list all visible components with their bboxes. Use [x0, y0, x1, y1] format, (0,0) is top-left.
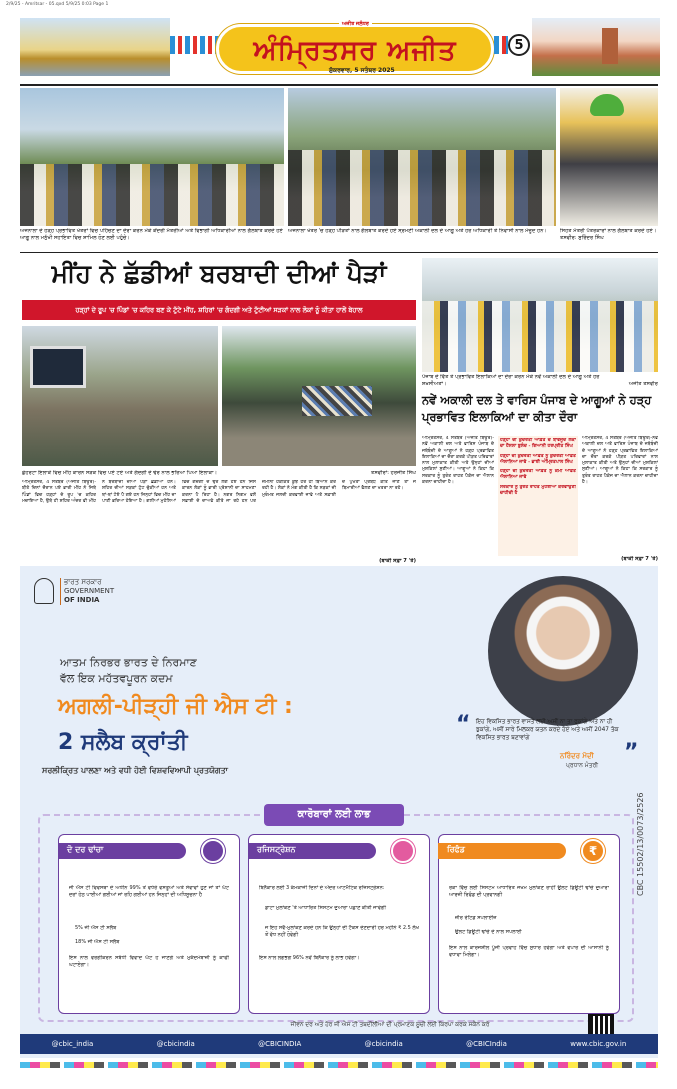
main-photo-caption: ਛੇਹਰਟਾ ਇਲਾਕੇ ਵਿਚ ਮੀਂਹ ਕਾਰਨ ਸੜਕ ਵਿਚ ਪਏ ਟੋਏ ਅਤੇ ਗੰਦਗੀ ਦੇ ਢੇਰ ਨਾਲ ਭਰਿਆ ਪਿਆ ਇਲਾਕਾ।: [22, 470, 218, 476]
main-photo-1: [22, 326, 218, 466]
side-body: ਅੰਮ੍ਰਿਤਸਰ, 4 ਸਤੰਬਰ (ਅਜੀਤ ਬਿਊਰੋ)-ਨਵੇਂ ਅਕਾਲੀ ਦਲ ਅਤੇ ਵਾਰਿਸ ਪੰਜਾਬ ਦੇ ਜਥੇਬੰਦੀ ਦੇ ਆਗੂਆਂ ਨੇ ਹੜ੍ਹ ਪ੍ਰਭਾਵਿਤ ਇਲਾਕਿਆਂ ਦਾ ਦੌਰਾ ਕਰਕੇ ਪੀੜਤ ਪਰਿਵਾਰਾਂ ਨਾਲ ਮੁਲਾਕਾਤ ਕੀਤੀ ਅਤੇ ਉਨ੍ਹਾਂ ਦੀਆਂ ਮੁਸ਼ਕਿਲਾਂ ਸੁਣੀਆਂ। ਆਗੂਆਂ ਨੇ ਕਿਹਾ ਕਿ ਸਰਕਾਰ ਨੂੰ ਤੁਰੰਤ ਰਾਹਤ ਪੈਕੇਜ ਦਾ ਐਲਾਨ ਕਰਨਾ ਚਾਹੀਦਾ ਹੈ।: [422, 436, 494, 486]
page-number: 5: [514, 38, 524, 53]
main-body: ਅੰਮ੍ਰਿਤਸਰ, 4 ਸਤੰਬਰ (ਅਜੀਤ ਬਿਊਰੋ)-ਬੀਤੇ ਦਿਨਾਂ ਦੌਰਾਨ ਪਏ ਭਾਰੀ ਮੀਂਹ ਨੇ ਜਿਥੇ ਪਿੰਡਾਂ ਵਿਚ ਹੜ੍ਹਾਂ ਦੇ ਰੂਪ 'ਚ ਕਹਿਰ ਮਚਾਇਆ ਹੈ, ਉਥੇ ਹੀ ਸ਼ਹਿਰ ਅੰਦਰ ਵੀ ਮੀਂਹ ਨੇ ਬਰਬਾਦੀ ਦੀਆਂ ਪੈੜਾਂ ਛੱਡੀਆਂ ਹਨ। ਸ਼ਹਿਰ ਦੀਆਂ ਸੜਕਾਂ ਟੁੱਟ ਚੁੱਕੀਆਂ ਹਨ ਅਤੇ ਥਾਂ-ਥਾਂ ਟੋਏ ਪੈ ਗਏ ਹਨ ਜਿਨ੍ਹਾਂ ਵਿਚ ਮੀਂਹ ਦਾ ਪਾਣੀ ਭਰਿਆ ਹੋਇਆ ਹੈ। ਗਲੀਆਂ ਮੁਹੱਲਿਆਂ ਵਿਚ ਗੰਦਗੀ ਦੇ ਢੇਰ ਲੱਗੇ ਹੋਏ ਹਨ ਜਿਸ ਕਾਰਨ ਲੋਕਾਂ ਨੂੰ ਭਾਰੀ ਪ੍ਰੇਸ਼ਾਨੀ ਦਾ ਸਾਹਮਣਾ ਕਰਨਾ ਪੈ ਰਿਹਾ ਹੈ। ਨਗਰ ਨਿਗਮ ਵਲੋਂ ਸਫ਼ਾਈ ਦੇ ਦਾਅਵੇ ਕੀਤੇ ਜਾ ਰਹੇ ਹਨ ਪਰ ਜ਼ਮੀਨੀ ਹਕੀਕਤ ਕੁਝ ਹੋਰ ਹੀ ਬਿਆਨ ਕਰ ਰਹੀ ਹੈ। ਲੋਕਾਂ ਨੇ ਮੰਗ ਕੀਤੀ ਹੈ ਕਿ ਸੜਕਾਂ ਦੀ ਮੁਰੰਮਤ ਜਲਦੀ ਕਰਵਾਈ ਜਾਵੇ ਅਤੇ ਸਫ਼ਾਈ ਦੇ ਪੁਖਤਾ ਪ੍ਰਬੰਧ ਕੀਤੇ ਜਾਣ ਤਾਂ ਜੋ ਬਿਮਾਰੀਆਂ ਫੈਲਣ ਦਾ ਖਤਰਾ ਨਾ ਰਹੇ।: [22, 480, 416, 504]
pm-quote: ਇਹ ਵਿਕਸਿਤ ਭਾਰਤ ਵਾਸਤੇ ਲਈ ਅਸੀਂ ਨਾ ਤਾ ਰੁਕਾਂਗੇ ਅਤੇ ਨਾ ਹੀ ਝੁਕਾਂਗੇ, ਅਸੀਂ ਸਾਰੇ ਮਿਲਕਰ ਯਤਨ ਕਰਦੇ ਹੋਏ ਅਤੇ ਅਸੀਂ 2047 ਤੱਕ ਵਿਕਸਿਤ ਭਾਰਤ ਬਣਾਵਾਂਗੇ: [476, 719, 619, 741]
side-headline: ਨਵੇਂ ਅਕਾਲੀ ਦਲ ਤੇ ਵਾਰਿਸ ਪੰਜਾਬ ਦੇ ਆਗੂਆਂ ਨੇ ਹੜ੍ਹ ਪ੍ਰਭਾਵਿਤ ਇਲਾਕਿਆਂ ਦਾ ਕੀਤਾ ਦੌਰਾ: [422, 393, 652, 424]
coins-icon: [201, 839, 225, 863]
top-row-rule: [20, 252, 658, 253]
highlight-item: ਹੜ੍ਹਾਂ ਦੀ ਕੁਦਰਤੀ ਆਫ਼ਤ ਨੂੰ ਕੌਮੀ ਆਫ਼ਤ ਐਲਾਨਿਆ ਜਾਵੇ: [500, 469, 576, 481]
benefits-title: ਕਾਰੋਬਾਰਾਂ ਲਈ ਲਾਭ: [264, 804, 404, 826]
quote-close-icon: ”: [624, 740, 639, 765]
masthead-title: ਅੰਮ੍ਰਿਤਸਰ ਅਜੀਤ: [253, 35, 457, 66]
masthead-rule: [20, 84, 658, 86]
registration-bar: [20, 1062, 658, 1068]
card-3-intro: ਰੋਕਾ ਵਿੱਚ ਲਈ ਸਿਸਟਮ ਆਧਾਰਿਤ ਜੋਖਮ ਮੁਲਾਂਕਣ ਰਾਹੀਂ ਉਲਟ ਡਿਊਟੀ ਢਾਂਚੇ ਦੁਆਰਾ ਆਰਜ਼ੀ ਰਿਫੰਡ ਦੀ ਪ੍ਰਵਾਨਗੀ: [449, 885, 609, 898]
gst-ad: [20, 566, 658, 1058]
masthead-title-box: [216, 21, 494, 74]
quote-open-icon: “: [456, 712, 471, 737]
scan-note: ਜੀਵਨ ਦਰ ਅਤੇ ਹੋਰ ਜੀ ਐਸ ਟੀ ਤਬਦੀਲੀਆਂ ਦੀ ਪ੍ਰਮਾਣਕ ਸੂਚੀ ਲਈ ਕਿਰਪਾ ਕਰਕੇ ਸਕੈਨ ਕਰੋ: [290, 1022, 490, 1028]
ad-tagline-2: ਵੱਲ ਇਕ ਮਹੱਤਵਪੂਰਨ ਕਦਮ: [60, 672, 173, 685]
top-photo-1-caption: ਅਜਨਾਲਾ ਦੇ ਹੜ੍ਹ ਪ੍ਰਭਾਵਿਤ ਖੇਤਰਾਂ ਵਿਚ ਪਹਿੰਚਣ ਦਾ ਦੌਰਾ ਕਰਨ ਮੌਕੇ ਕੇਂਦਰੀ ਮੰਤਰੀਆਂ ਅਤੇ ਵਿਭਾਗੀ ਅਧਿਕਾਰੀਆਂ ਨਾਲ ਗੱਲਬਾਤ ਕਰਦੇ ਹੋਏ ਆਗੂ ਨਾਲ ਮਨੁੱਖੀ ਸਹਾਇਤਾ ਵਿਚ ਸ਼ਾਮਿਲ ਹੋਣ ਲਈ ਪਹੁੰਚੇ।: [20, 228, 283, 241]
youtube-handle[interactable]: @CBICINDIA: [258, 1040, 302, 1048]
main-photo-credit: ਤਸਵੀਰਾਂ: ਹਰਜੀਤ ਸਿੰਘ: [371, 470, 416, 476]
page-number-badge: [508, 34, 530, 56]
card-3-item: ਜ਼ੀਰੋ ਰੇਟਿਡ ਸਪਲਾਈਜ਼: [455, 915, 497, 921]
rupee-icon: ₹: [581, 839, 605, 863]
pm-name: ਨਰਿੰਦਰ ਮੋਦੀ: [560, 752, 594, 760]
masthead-section-label: ਅਜੀਤ ਜਲੰਧਰ: [339, 21, 372, 27]
top-photo-2-caption: ਅਜਨਾਲਾ ਖੇਤਰ 'ਚ ਹੜ੍ਹ ਪੀੜਤਾਂ ਨਾਲ ਗੱਲਬਾਤ ਕਰਦੇ ਹੋਏ ਸ੍ਰੋਮਣੀ ਅਕਾਲੀ ਦਲ ਦੇ ਆਗੂ ਅਤੇ ਹੋਰ ਅਧਿਕਾਰੀ ਤੇ ਨਿਵਾਸੀ ਨਾਲ ਮੌਜੂਦ ਹਨ।: [288, 228, 547, 234]
ad-headline-2: 2 ਸਲੈਬ ਕ੍ਰਾਂਤੀ: [58, 730, 188, 755]
benefit-card-1: [58, 834, 240, 1014]
highlight-item: ਹੜ੍ਹਾਂ ਦੀ ਕੁਦਰਤੀ ਆਫ਼ਤ ਨੂੰ ਕੁਦਰਤੀ ਆਫ਼ਤ ਐਲਾਨਿਆ ਜਾਵੇ - ਭਾਈ ਅੰਮ੍ਰਿਤਪਾਲ ਸਿੰਘ: [500, 453, 576, 465]
gov-logo-text: [60, 578, 114, 605]
card-2-item: ਜੋ ਇਹ ਸਵੈ-ਮੁਲਾਂਕਣ ਕਰਦੇ ਹਨ ਕਿ ਉਨ੍ਹਾਂ ਦੀ ਟੈਕਸ ਦੇਣਦਾਰੀ ਹਰ ਮਹੀਨੇ ₹ 2.5 ਲੱਖ ਤੋਂ ਵੱਧ ਨਹੀਂ ਹੋਵੇਗੀ: [265, 925, 419, 938]
garbage-pile: [302, 386, 372, 416]
document-icon: [391, 839, 415, 863]
emblem-icon: [34, 578, 54, 604]
ad-headline-1: ਅਗਲੀ-ਪੀੜ੍ਹੀ ਜੀ ਐਸ ਟੀ :: [58, 694, 293, 719]
card-1-title: ਦੋ ਦਰ ਢਾਂਚਾ: [67, 845, 104, 854]
e-rickshaw-shape: [30, 346, 86, 388]
landmark-image: [532, 18, 660, 76]
masthead-pattern: [170, 36, 220, 54]
side-photo-caption: ਪੰਜਾਬ ਦੇ ਵਿੱਤ ਤੇ ਪ੍ਰਭਾਵਿਤ ਇਲਾਕਿਆਂ ਦਾ ਦੌਰਾ ਕਰਨ ਮੌਕੇ ਨਵੇਂ ਅਕਾਲੀ ਦਲ ਦੇ ਆਗੂ ਅਤੇ ਹੋਰ ਸ਼ਖ਼ਸੀਅਤਾਂ।: [422, 374, 600, 387]
turban-shape: [590, 94, 624, 116]
top-photo-1: [20, 88, 284, 226]
threads-handle[interactable]: @CBICIndia: [466, 1040, 507, 1048]
main-continued: (ਬਾਕੀ ਸਫ਼ਾ 7 'ਤੇ): [379, 558, 416, 564]
side-photo: [422, 258, 658, 372]
card-3-item: ਉਲਟ ਡਿਊਟੀ ਢਾਂਚੇ ਦੇ ਨਾਲ ਸਪਲਾਈ: [455, 929, 522, 935]
benefit-card-3: [438, 834, 620, 1014]
ad-tagline-1: ਆਤਮ ਨਿਰਭਰ ਭਾਰਤ ਦੇ ਨਿਰਮਾਣ: [60, 656, 197, 669]
card-2-title: ਰਜਿਸਟ੍ਰੇਸ਼ਨ: [257, 845, 296, 854]
card-1-intro: ਜੀ ਐਸ ਟੀ ਵਿਵਸਥਾ ਦੇ ਅਧੀਨ 99% ਤੋਂ ਵਧੇਰੇ ਵਸਤੂਆਂ ਅਤੇ ਸੇਵਾਵਾਂ ਹੁਣ ਜਾਂ ਤਾਂ ਘੱਟ ਦਰਾਂ ਹੇਠ ਪਾਈਆਂ ਗਈਆਂ ਜਾਂ ਰਹਿ ਗਈਆਂ ਹਨ ਜਿਨ੍ਹਾਂ ਦੀ ਅਧਿਸੂਚਨਾ ਹੈ: [69, 885, 229, 898]
benefit-card-2: [248, 834, 430, 1014]
main-subheadline: ਹੜ੍ਹਾਂ ਦੇ ਰੂਪ 'ਚ ਪਿੰਡਾਂ 'ਚ ਕਹਿਰ ਬਣ ਕੇ ਟੁੱਟੇ ਮੀਂਹ, ਸ਼ਹਿਰਾਂ 'ਚ ਗੰਦਗੀ ਅਤੇ ਟੁੱਟੀਆਂ ਸੜਕਾਂ ਨਾਲ ਲੋਕਾਂ ਨੂੰ ਕੀਤਾ ਹਾਲੋਂ ਬੇਹਾਲ: [22, 300, 416, 320]
golden-temple-image: [20, 18, 170, 76]
highlight-item: ਹੜ੍ਹਾਂ ਦੀ ਕੁਦਰਤੀ ਆਫ਼ਤ ਦੇ ਬਾਵਜੂਦ ਲੋਕਾਂ ਦਾ ਹੌਸਲਾ ਬੁਲੰਦ - ਗਿਆਨੀ ਹਰਪ੍ਰੀਤ ਸਿੰਘ: [500, 438, 576, 450]
social-strip: [20, 1034, 658, 1054]
card-1-item: 18% ਜੀ ਐਸ ਟੀ ਸਲੈਬ: [75, 939, 120, 945]
card-2-outro: ਇਸ ਨਾਲ ਲਗਭਗ 96% ਨਵੇਂ ਬਿਨੈਕਾਰ ਨੂੰ ਲਾਭ ਹੋਵੇਗਾ।: [259, 955, 360, 961]
top-photo-2: [288, 88, 556, 226]
ad-subline: ਸਰਲੀਕ੍ਰਿਤ ਪਾਲਣਾ ਅਤੇ ਵਧੀ ਹੋਈ ਵਿਸ਼ਵਵਿਆਪੀ ਪ੍ਰਤਯੋਗਤਾ: [42, 766, 228, 775]
card-1-item: 5% ਜੀ ਐਸ ਟੀ ਸਲੈਬ: [75, 925, 117, 931]
instagram-handle[interactable]: @cbicindia: [364, 1040, 403, 1048]
facebook-handle[interactable]: @cbicindia: [156, 1040, 195, 1048]
side-highlights: [498, 436, 578, 556]
cbc-code: CBC 15502/13/0073/2526: [636, 792, 645, 896]
card-3-outro: ਇਸ ਨਾਲ ਕਾਰਜਸ਼ੀਲ ਪੂੰਜੀ ਪ੍ਰਵਾਹ ਵਿੱਚ ਸੁਧਾਰ ਹੋਵੇਗਾ ਅਤੇ ਵਪਾਰ ਦੀ ਆਸਾਨੀ ਨੂੰ ਵਧਾਵਾ ਮਿਲੇਗਾ।: [449, 945, 609, 958]
pm-role: ਪ੍ਰਧਾਨ ਮੰਤਰੀ: [566, 762, 599, 769]
masthead: [20, 12, 660, 82]
website-link[interactable]: www.cbic.gov.in: [570, 1040, 627, 1048]
card-2-intro: ਬਿਨੈਕਾਰ ਲਈ 3 ਕੰਮਕਾਜੀ ਦਿਨਾਂ ਦੇ ਅੰਦਰ ਆਟੋਮੈਟਿਕ ਰਜਿਸਟ੍ਰੇਸ਼ਨ:: [259, 885, 385, 891]
card-1-outro: ਇਸ ਨਾਲ ਵਰਗੀਕਰਨ ਸਬੰਧੀ ਵਿਵਾਦ ਘੱਟ ਹੋ ਜਾਣਗੇ ਅਤੇ ਮੁਕੱਦਮੇਬਾਜ਼ੀ ਨੂੰ ਕਾਫੀ ਘਟਾਏਗਾ।: [69, 955, 229, 968]
pm-portrait: [488, 576, 638, 726]
highlight-item: ਸਰਕਾਰ ਨੂੰ ਤੁਰੰਤ ਰਾਹਤ ਮੁਹੱਈਆ ਕਰਵਾਉਣੀ ਚਾਹੀਦੀ ਹੈ: [500, 484, 576, 497]
masthead-pattern-right: [494, 36, 508, 54]
main-headline: ਮੀਂਹ ਨੇ ਛੱਡੀਆਂ ਬਰਬਾਦੀ ਦੀਆਂ ਪੈੜਾਂ: [51, 259, 387, 288]
top-photo-3: [560, 88, 658, 226]
print-slug: 2/9/25 - Amritsar - 05.qxd 5/9/25 0:03 Page 1: [6, 2, 109, 7]
x-handle[interactable]: @cbic_india: [51, 1040, 94, 1048]
side-body-2: ਅੰਮ੍ਰਿਤਸਰ, 4 ਸਤੰਬਰ (ਅਜੀਤ ਬਿਊਰੋ)-ਨਵੇਂ ਅਕਾਲੀ ਦਲ ਅਤੇ ਵਾਰਿਸ ਪੰਜਾਬ ਦੇ ਜਥੇਬੰਦੀ ਦੇ ਆਗੂਆਂ ਨੇ ਹੜ੍ਹ ਪ੍ਰਭਾਵਿਤ ਇਲਾਕਿਆਂ ਦਾ ਦੌਰਾ ਕਰਕੇ ਪੀੜਤ ਪਰਿਵਾਰਾਂ ਨਾਲ ਮੁਲਾਕਾਤ ਕੀਤੀ ਅਤੇ ਉਨ੍ਹਾਂ ਦੀਆਂ ਮੁਸ਼ਕਿਲਾਂ ਸੁਣੀਆਂ। ਆਗੂਆਂ ਨੇ ਕਿਹਾ ਕਿ ਸਰਕਾਰ ਨੂੰ ਤੁਰੰਤ ਰਾਹਤ ਪੈਕੇਜ ਦਾ ਐਲਾਨ ਕਰਨਾ ਚਾਹੀਦਾ ਹੈ।: [582, 436, 658, 486]
gov-line1: ਭਾਰਤ ਸਰਕਾਰ: [64, 578, 102, 586]
side-photo-credit: ਅਜੀਤ ਤਸਵੀਰ: [628, 381, 658, 387]
side-continued: (ਬਾਕੀ ਸਫ਼ਾ 7 'ਤੇ): [621, 556, 658, 562]
gov-line2: GOVERNMENT: [64, 587, 115, 595]
main-photo-2: [222, 326, 416, 466]
top-photo-3-caption: ਸਿਹਤ ਮੰਤਰੀ ਪੱਤਰਕਾਰਾਂ ਨਾਲ ਗੱਲਬਾਤ ਕਰਦੇ ਹੋਏ। ਤਸਵੀਰ: ਸੁਰਿੰਦਰ ਸਿੰਘ: [560, 228, 657, 241]
gov-line3: OF INDIA: [64, 596, 100, 604]
card-2-item: ਡਾਟਾ ਮੁਲਾਂਕਣ 'ਤੇ ਆਧਾਰਿਤ ਸਿਸਟਮ ਦੁਆਰਾ ਪਛਾਣ ਕੀਤੀ ਜਾਵੇਗੀ: [265, 905, 386, 911]
masthead-date: ਸ਼ੁੱਕਰਵਾਰ, 5 ਸਤੰਬਰ 2025: [329, 67, 395, 74]
card-3-title: ਰਿਫੰਡ: [447, 845, 465, 854]
